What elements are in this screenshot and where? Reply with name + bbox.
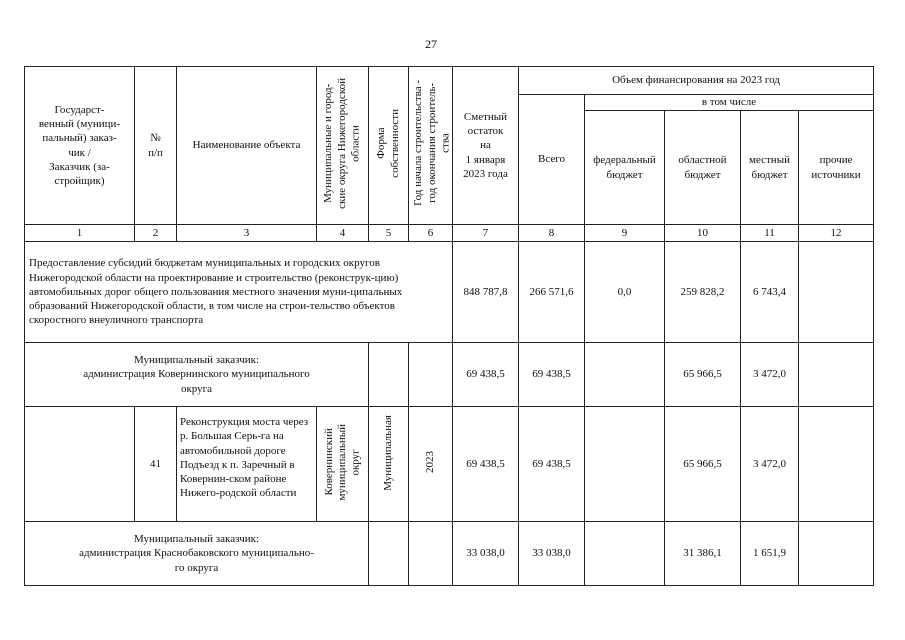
customer-krasnye-baki-total: 33 038,0 (519, 522, 585, 586)
header-including: в том числе (585, 95, 874, 111)
subsidy-description: Предоставление субсидий бюджетам муниципальных и городских округов Нижегородской области на проектирование и строительство (реконструк-цию) автомобильных дорог общего пользования местного значения муни-ципальных образований Нижегородской области, в том числе на строи-тельство объектов скоростного внеуличного транспорта (25, 242, 453, 343)
column-number: 4 (317, 225, 369, 242)
customer-kovernino-estimate: 69 438,5 (453, 343, 519, 407)
financing-table (24, 66, 874, 586)
column-number: 7 (453, 225, 519, 242)
object-41-years (409, 407, 453, 522)
header-local: местный бюджет (741, 111, 799, 225)
object-41-ownership-text: Муниципальная (381, 415, 394, 491)
customer-krasnye-baki-local: 1 651,9 (741, 522, 799, 586)
subsidy-estimate: 848 787,8 (453, 242, 519, 343)
customer-krasnye-baki-federal (585, 522, 665, 586)
header-years-text: Год начала строительства - год окончания строитель- ства (412, 80, 452, 207)
header-name: Наименование объекта (177, 67, 317, 225)
customer-krasnye-baki-regional: 31 386,1 (665, 522, 741, 586)
object-41-total: 69 438,5 (519, 407, 585, 522)
object-41-years-text: 2023 (423, 450, 436, 473)
header-estimate: Сметный остаток на 1 января 2023 года (453, 67, 519, 225)
object-41-federal (585, 407, 665, 522)
object-41-municipal (317, 407, 369, 522)
empty-cell (369, 522, 409, 586)
subsidy-other (799, 242, 874, 343)
object-41-municipal-text: Ковернинский муниципальный округ (322, 423, 362, 501)
page-number: 27 (425, 37, 437, 51)
customer-kovernino-local: 3 472,0 (741, 343, 799, 407)
object-41-estimate: 69 438,5 (453, 407, 519, 522)
empty-cell (409, 522, 453, 586)
object-41-local: 3 472,0 (741, 407, 799, 522)
column-number: 6 (409, 225, 453, 242)
header-regional: областной бюджет (665, 111, 741, 225)
header-num: № п/п (135, 67, 177, 225)
customer-krasnye-baki-label: Муниципальный заказчик: администрация Краснобаковского муниципально- го округа (25, 522, 369, 586)
header-funding: Объем финансирования на 2023 год (519, 67, 874, 95)
empty-cell (409, 343, 453, 407)
customer-kovernino-federal (585, 343, 665, 407)
header-ownership (369, 67, 409, 225)
object-41-other (799, 407, 874, 522)
object-41-ownership (369, 407, 409, 522)
object-41-num: 41 (135, 407, 177, 522)
column-number: 8 (519, 225, 585, 242)
table-row-object-41 (25, 407, 874, 522)
column-number: 1 (25, 225, 135, 242)
object-41-name: Реконструкция моста через р. Большая Серь-га на автомобильной дороге Подъезд к п. Заречный в Ковернин-ском районе Нижего-родской области (177, 407, 317, 522)
empty-cell (369, 343, 409, 407)
table-row-subsidy (25, 242, 874, 343)
header-years (409, 67, 453, 225)
column-number: 10 (665, 225, 741, 242)
subsidy-federal: 0,0 (585, 242, 665, 343)
object-41-regional: 65 966,5 (665, 407, 741, 522)
header-municipal (317, 67, 369, 225)
column-number: 2 (135, 225, 177, 242)
table-row-customer-krasnye-baki (25, 522, 874, 586)
subsidy-regional: 259 828,2 (665, 242, 741, 343)
column-number: 11 (741, 225, 799, 242)
customer-kovernino-regional: 65 966,5 (665, 343, 741, 407)
column-numbers-row (25, 225, 874, 242)
header-federal: федеральный бюджет (585, 111, 665, 225)
column-number: 3 (177, 225, 317, 242)
subsidy-total: 266 571,6 (519, 242, 585, 343)
customer-krasnye-baki-other (799, 522, 874, 586)
subsidy-local: 6 743,4 (741, 242, 799, 343)
header-other: прочие источники (799, 111, 874, 225)
header-municipal-text: Муниципальные и город- ские округа Нижегородской области (321, 77, 362, 209)
header-customer: Государст- венный (муници- пальный) заказ- чик / Заказчик (за- стройщик) (25, 67, 135, 225)
header-ownership-text: Форма собственности (374, 108, 401, 178)
customer-kovernino-other (799, 343, 874, 407)
column-number: 9 (585, 225, 665, 242)
header-total: Всего (519, 95, 585, 225)
customer-krasnye-baki-estimate: 33 038,0 (453, 522, 519, 586)
table-row-customer-kovernino (25, 343, 874, 407)
column-number: 5 (369, 225, 409, 242)
empty-cell (25, 407, 135, 522)
column-number: 12 (799, 225, 874, 242)
customer-kovernino-label: Муниципальный заказчик: администрация Ковернинского муниципального округа (25, 343, 369, 407)
customer-kovernino-total: 69 438,5 (519, 343, 585, 407)
